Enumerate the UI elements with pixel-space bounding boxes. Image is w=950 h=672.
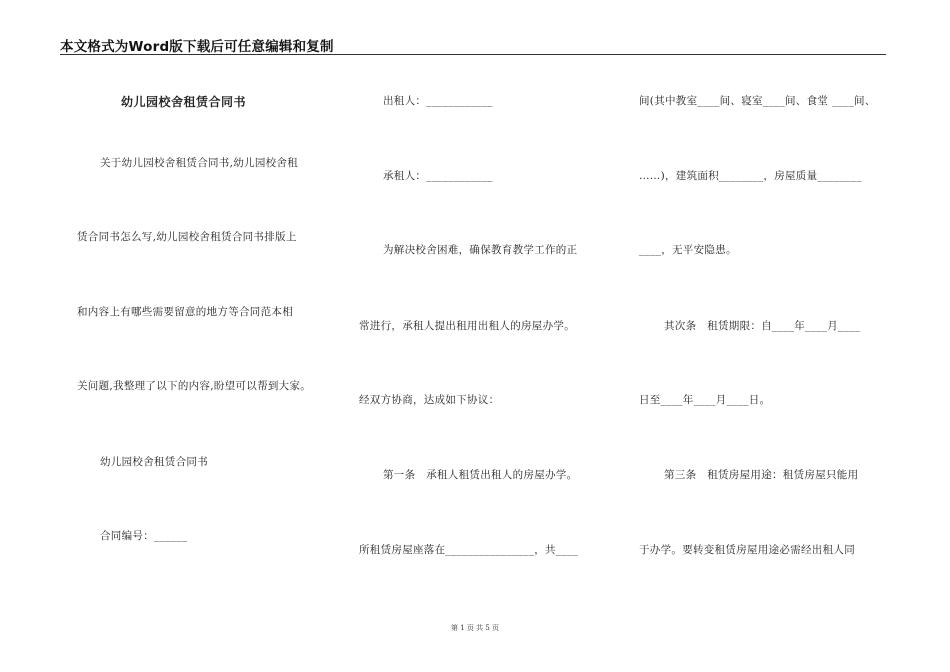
paragraph-line: 日至____年____月____日。 [639,394,771,406]
paragraph-line: 所租赁房屋座落在________________，共____ [359,544,578,556]
lessee-line: 承租人：____________ [383,170,493,182]
document-title: 幼儿园校舍租赁合同书 [121,95,247,109]
article-two-line: 其次条 租赁期限：自____年____月____ [664,320,861,332]
paragraph-line: 关于幼儿园校舍租赁合同书,幼儿园校舍租 [100,157,299,169]
paragraph-line: 关问题,我整理了以下的内容,盼望可以帮到大家。 [77,380,312,392]
contract-number-line: 合同编号：______ [100,530,188,542]
paragraph-line: 赁合同书怎么写,幼儿园校舍租赁合同书排版上 [77,231,297,243]
page-footer: 第 1 页 共 5 页 [450,624,500,632]
paragraph-line: 为解决校舍困难，确保教育教学工作的正 [383,244,578,256]
paragraph-line: 常进行，承租人提出租用出租人的房屋办学。 [359,320,575,332]
paragraph-line: 间(其中教室____间、寝室____间、食堂 ____间、 [639,95,876,107]
article-one-line: 第一条 承租人租赁出租人的房屋办学。 [383,469,578,481]
paragraph-line: 幼儿园校舍租赁合同书 [100,456,208,468]
paragraph-line: 经双方协商，达成如下协议： [359,394,500,406]
page-header [60,34,886,55]
paragraph-line: ____，无平安隐患。 [639,244,737,256]
paragraph-line: ……)，建筑面积________，房屋质量________ [639,170,862,182]
article-three-line: 第三条 租赁房屋用途：租赁房屋只能用 [664,469,859,481]
lessor-line: 出租人：____________ [383,95,493,107]
paragraph-line: 和内容上有哪些需要留意的地方等合同范本相 [77,306,293,318]
paragraph-line: 于办学。要转变租赁房屋用途必需经出租人同 [639,544,855,556]
header-text: 本文格式为Word版下载后可任意编辑和复制 [60,39,334,55]
